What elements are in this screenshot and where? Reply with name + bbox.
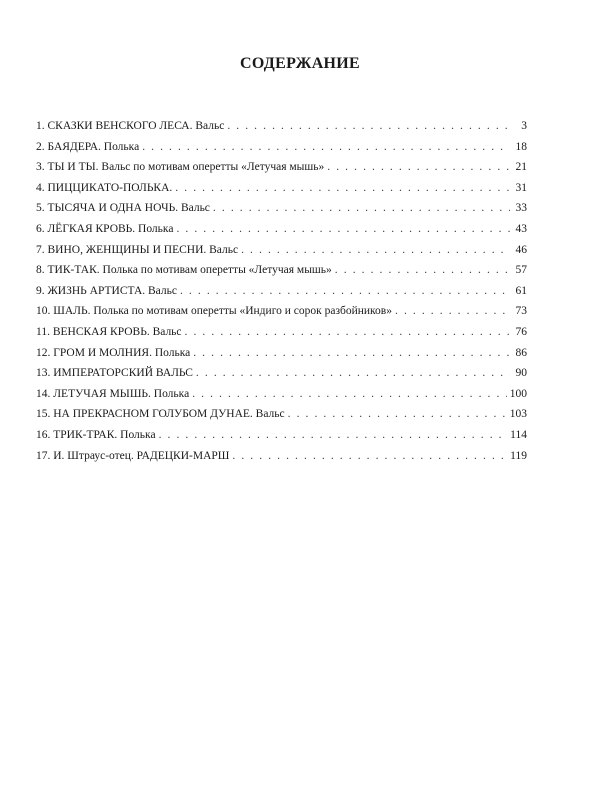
toc-entry-title: ТЫСЯЧА И ОДНА НОЧЬ <box>47 202 176 215</box>
toc-leader-dots <box>196 363 510 384</box>
toc-entry <box>36 281 527 302</box>
toc-leader-dots <box>335 260 510 281</box>
toc-entry-page: 90 <box>515 367 527 380</box>
toc-entry-title: ТЫ И ТЫ <box>47 161 96 174</box>
toc-entry-description: . Вальс <box>146 325 182 338</box>
toc-entry <box>36 240 527 261</box>
toc-entry-number: 7. <box>36 243 45 256</box>
toc-entry-title: НА ПРЕКРАСНОМ ГОЛУБОМ ДУНАЕ <box>53 408 250 421</box>
toc-leader-dots <box>175 178 510 199</box>
toc-leader-dots <box>185 322 510 343</box>
toc-leader-dots <box>213 198 510 219</box>
toc-entry-title: ПИЦЦИКАТО-ПОЛЬКА <box>47 181 170 194</box>
toc-entry-title: ТРИК-ТРАК <box>53 428 115 441</box>
toc-entry-description: . Вальс <box>175 202 210 215</box>
toc-entry-title: БАЯДЕРА <box>47 140 99 153</box>
toc-entry-description: . Вальс <box>189 120 225 132</box>
toc-entry <box>36 363 527 384</box>
toc-entry <box>36 137 527 158</box>
toc-leader-dots <box>176 219 510 240</box>
toc-entry-title: ШАЛЬ <box>53 305 88 318</box>
toc-entry <box>36 116 527 137</box>
toc-entry <box>36 157 527 178</box>
toc-entry <box>36 425 527 446</box>
toc-entry <box>36 404 527 425</box>
toc-entry-page: 103 <box>509 408 527 421</box>
toc-entry <box>36 178 527 199</box>
toc-leader-dots <box>142 137 510 158</box>
toc-leader-dots <box>241 240 510 261</box>
toc-entry-description: . Вальс по мотивам оперетты «Летучая мышь» <box>95 161 325 174</box>
toc-leader-dots <box>193 343 510 364</box>
toc-entry-number: 2. <box>36 140 45 153</box>
toc-entry-description: . Полька по мотивам оперетты «Индиго и сорок разбойников» <box>87 305 392 318</box>
toc-entry-title: ЛЕТУЧАЯ МЫШЬ <box>53 387 149 400</box>
toc-entry-title: ЖИЗНЬ АРТИСТА <box>47 284 143 297</box>
toc-leader-dots <box>227 116 510 137</box>
toc-entry-title: ВИНО, ЖЕНЩИНЫ И ПЕСНИ <box>47 243 204 256</box>
toc-entry-page: 100 <box>509 387 527 400</box>
toc-entry-page: 33 <box>515 202 527 215</box>
toc-entry-description: . Полька <box>149 346 191 359</box>
toc-entry-description: . Вальс <box>203 243 239 256</box>
toc-entry-title: СКАЗКИ ВЕНСКОГО ЛЕСА <box>47 120 190 132</box>
toc-entry <box>36 219 527 240</box>
toc-entry-description: . Вальс <box>249 408 285 421</box>
toc-entry-title: ЛЁГКАЯ КРОВЬ <box>47 222 133 235</box>
toc-entry <box>36 260 527 281</box>
toc-entry-number: 1. <box>36 120 45 132</box>
toc-leader-dots <box>159 425 508 446</box>
toc-entry-title: ГРОМ И МОЛНИЯ <box>53 346 150 359</box>
toc-entry-number: 3. <box>36 161 45 174</box>
toc-entry-page: 46 <box>515 243 527 256</box>
toc-entry-description: . Полька <box>148 387 190 400</box>
toc-entry <box>36 301 527 322</box>
toc-entry-page: 61 <box>515 284 527 297</box>
toc-entry-number: 16. <box>36 428 51 441</box>
toc-entry <box>36 384 527 405</box>
toc-leader-dots <box>327 157 510 178</box>
toc-entry-number: 4. <box>36 181 45 194</box>
toc-entry-description: . <box>169 181 173 194</box>
toc-entry <box>36 198 527 219</box>
toc-entry <box>36 446 527 467</box>
toc-entry-number: 6. <box>36 222 45 235</box>
table-of-contents <box>36 116 527 466</box>
toc-entry-page: 86 <box>515 346 527 359</box>
toc-entry <box>36 322 527 343</box>
toc-entry-description: . Полька по мотивам оперетты «Летучая мышь» <box>96 264 332 277</box>
toc-entry-description: . Вальс <box>142 284 177 297</box>
toc-leader-dots <box>232 446 507 467</box>
toc-entry-title: ВЕНСКАЯ КРОВЬ <box>52 325 147 338</box>
toc-entry-number: 13. <box>36 367 51 380</box>
toc-entry-page: 31 <box>515 181 527 194</box>
toc-leader-dots <box>180 281 510 302</box>
toc-entry-number: 15. <box>36 408 51 421</box>
toc-entry-number: 14. <box>36 387 51 400</box>
toc-entry-title: ТИК-ТАК <box>47 264 97 277</box>
toc-entry-page: 73 <box>515 305 527 318</box>
toc-entry-number: 8. <box>36 264 45 277</box>
toc-entry-number: 17. <box>36 449 51 462</box>
toc-entry-number: 11. <box>36 325 50 338</box>
toc-leader-dots <box>395 301 510 322</box>
toc-entry-page: 57 <box>515 264 527 277</box>
toc-entry <box>36 343 527 364</box>
toc-entry-number: 12. <box>36 346 51 359</box>
toc-entry-title: И. Штраус-отец. РАДЕЦКИ-МАРШ <box>53 449 230 462</box>
toc-entry-number: 10. <box>36 305 51 318</box>
toc-entry-description: . Полька <box>114 428 156 441</box>
toc-entry-page: 18 <box>515 140 527 153</box>
page-title: СОДЕРЖАНИЕ <box>239 55 361 72</box>
toc-entry-description: . Полька <box>98 140 140 153</box>
toc-entry-page: 76 <box>515 325 527 338</box>
toc-entry-page: 119 <box>510 449 527 462</box>
toc-leader-dots <box>288 404 507 425</box>
toc-entry-title: ИМПЕРАТОРСКИЙ ВАЛЬС <box>53 367 193 380</box>
toc-entry-description: . Полька <box>132 222 174 235</box>
toc-leader-dots <box>192 384 507 405</box>
toc-entry-page: 3 <box>521 120 527 132</box>
toc-entry-number: 5. <box>36 202 45 215</box>
toc-entry-number: 9. <box>36 284 45 297</box>
toc-entry-page: 21 <box>515 161 527 174</box>
toc-entry-page: 43 <box>515 222 527 235</box>
toc-entry-page: 114 <box>510 428 527 441</box>
